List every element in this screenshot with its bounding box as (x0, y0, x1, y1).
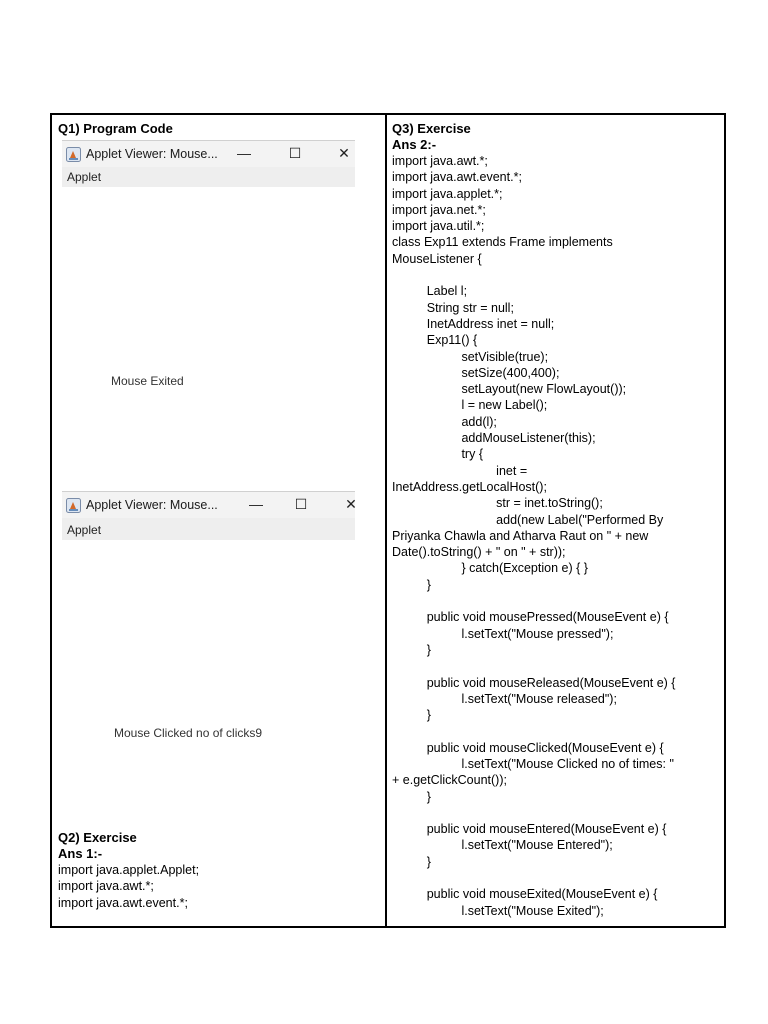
code-line: import java.awt.event.*; (58, 895, 188, 910)
code-line: import java.util.*; (392, 219, 485, 234)
code-line: l = new Label(); (392, 398, 548, 413)
code-line (392, 658, 675, 674)
code-line: String str = null; (392, 300, 514, 315)
code-line: Exp11() { (392, 333, 478, 348)
code-line: InetAddress.getLocalHost(); (392, 479, 547, 494)
window-1-maximize-button[interactable]: ☐ (288, 144, 302, 161)
code-line (392, 723, 675, 739)
window-1-minimize-button[interactable]: — (237, 145, 251, 161)
window-2-close-button[interactable]: ✕ (345, 495, 357, 512)
q2-answer-label: Ans 1:- (58, 846, 103, 861)
code-line (392, 805, 675, 821)
code-line: add(new Label("Performed By (392, 512, 664, 527)
document-table (50, 113, 726, 928)
code-line: public void mouseClicked(MouseEvent e) { (392, 740, 664, 755)
code-line: public void mouseReleased(MouseEvent e) { (392, 675, 676, 690)
code-line: addMouseListener(this); (392, 431, 596, 446)
applet-viewer-window-1 (62, 140, 355, 460)
code-line (392, 267, 675, 283)
code-line: MouseListener { (392, 251, 482, 266)
window-2-title: Applet Viewer: Mouse... (86, 498, 218, 512)
code-line: import java.awt.*; (58, 879, 154, 894)
window-1-title: Applet Viewer: Mouse... (86, 147, 218, 161)
window-2-maximize-button[interactable]: ☐ (294, 495, 308, 512)
window-2-status-text: Mouse Clicked no of clicks9 (114, 726, 263, 740)
code-line: str = inet.toString(); (392, 496, 603, 511)
code-line: inet = (392, 463, 528, 478)
q2-heading: Q2) Exercise (58, 830, 137, 845)
q3-heading: Q3) Exercise (392, 121, 471, 136)
code-line: setSize(400,400); (392, 365, 560, 380)
code-line: l.setText("Mouse Entered"); (392, 838, 613, 853)
code-line: setLayout(new FlowLayout()); (392, 382, 627, 397)
code-line: InetAddress inet = null; (392, 316, 555, 331)
code-line: public void mousePressed(MouseEvent e) { (392, 610, 669, 625)
code-line: import java.applet.*; (392, 186, 503, 201)
code-line: } (392, 854, 431, 869)
window-1-titlebar[interactable] (62, 140, 355, 167)
code-line: public void mouseExited(MouseEvent e) { (392, 887, 658, 902)
q1-heading: Q1) Program Code (58, 121, 173, 136)
code-line: l.setText("Mouse Exited"); (392, 903, 604, 918)
code-line: } (392, 708, 431, 723)
window-2-menu-applet[interactable]: Applet (62, 518, 355, 540)
java-app-icon (66, 498, 81, 513)
q3-answer-label: Ans 2:- (392, 137, 437, 152)
applet-viewer-window-2 (62, 491, 355, 821)
code-line: Priyanka Chawla and Atharva Raut on " + new (392, 528, 649, 543)
window-1-menu-applet[interactable]: Applet (62, 167, 355, 187)
code-line: } catch(Exception e) { } (392, 561, 588, 576)
code-line: import java.applet.Applet; (58, 863, 200, 877)
code-line: l.setText("Mouse Clicked no of times: " (392, 756, 674, 771)
window-2-minimize-button[interactable]: — (249, 496, 263, 512)
q2-code-block (58, 862, 199, 911)
code-line: setVisible(true); (392, 349, 549, 364)
code-line: l.setText("Mouse pressed"); (392, 626, 614, 641)
column-divider (385, 115, 387, 926)
code-line: Label l; (392, 284, 468, 299)
code-line: add(l); (392, 414, 497, 429)
window-1-canvas (62, 187, 355, 457)
code-line: Date().toString() + " on " + str)); (392, 545, 566, 560)
code-line: public void mouseEntered(MouseEvent e) { (392, 822, 667, 837)
window-2-canvas (62, 540, 355, 820)
code-line: import java.awt.event.*; (392, 170, 522, 185)
code-line: } (392, 642, 431, 657)
q3-code-block (392, 153, 675, 919)
code-line: try { (392, 447, 483, 462)
code-line: import java.awt.*; (392, 154, 488, 168)
code-line: class Exp11 extends Frame implements (392, 235, 613, 250)
code-line (392, 870, 675, 886)
code-line: + e.getClickCount()); (392, 773, 507, 788)
code-line: l.setText("Mouse released"); (392, 691, 617, 706)
code-line: import java.net.*; (392, 202, 486, 217)
code-line: } (392, 789, 431, 804)
java-app-icon (66, 147, 81, 162)
window-1-status-text: Mouse Exited (111, 374, 184, 388)
window-1-close-button[interactable]: ✕ (338, 144, 350, 161)
code-line (392, 593, 675, 609)
code-line: } (392, 577, 431, 592)
